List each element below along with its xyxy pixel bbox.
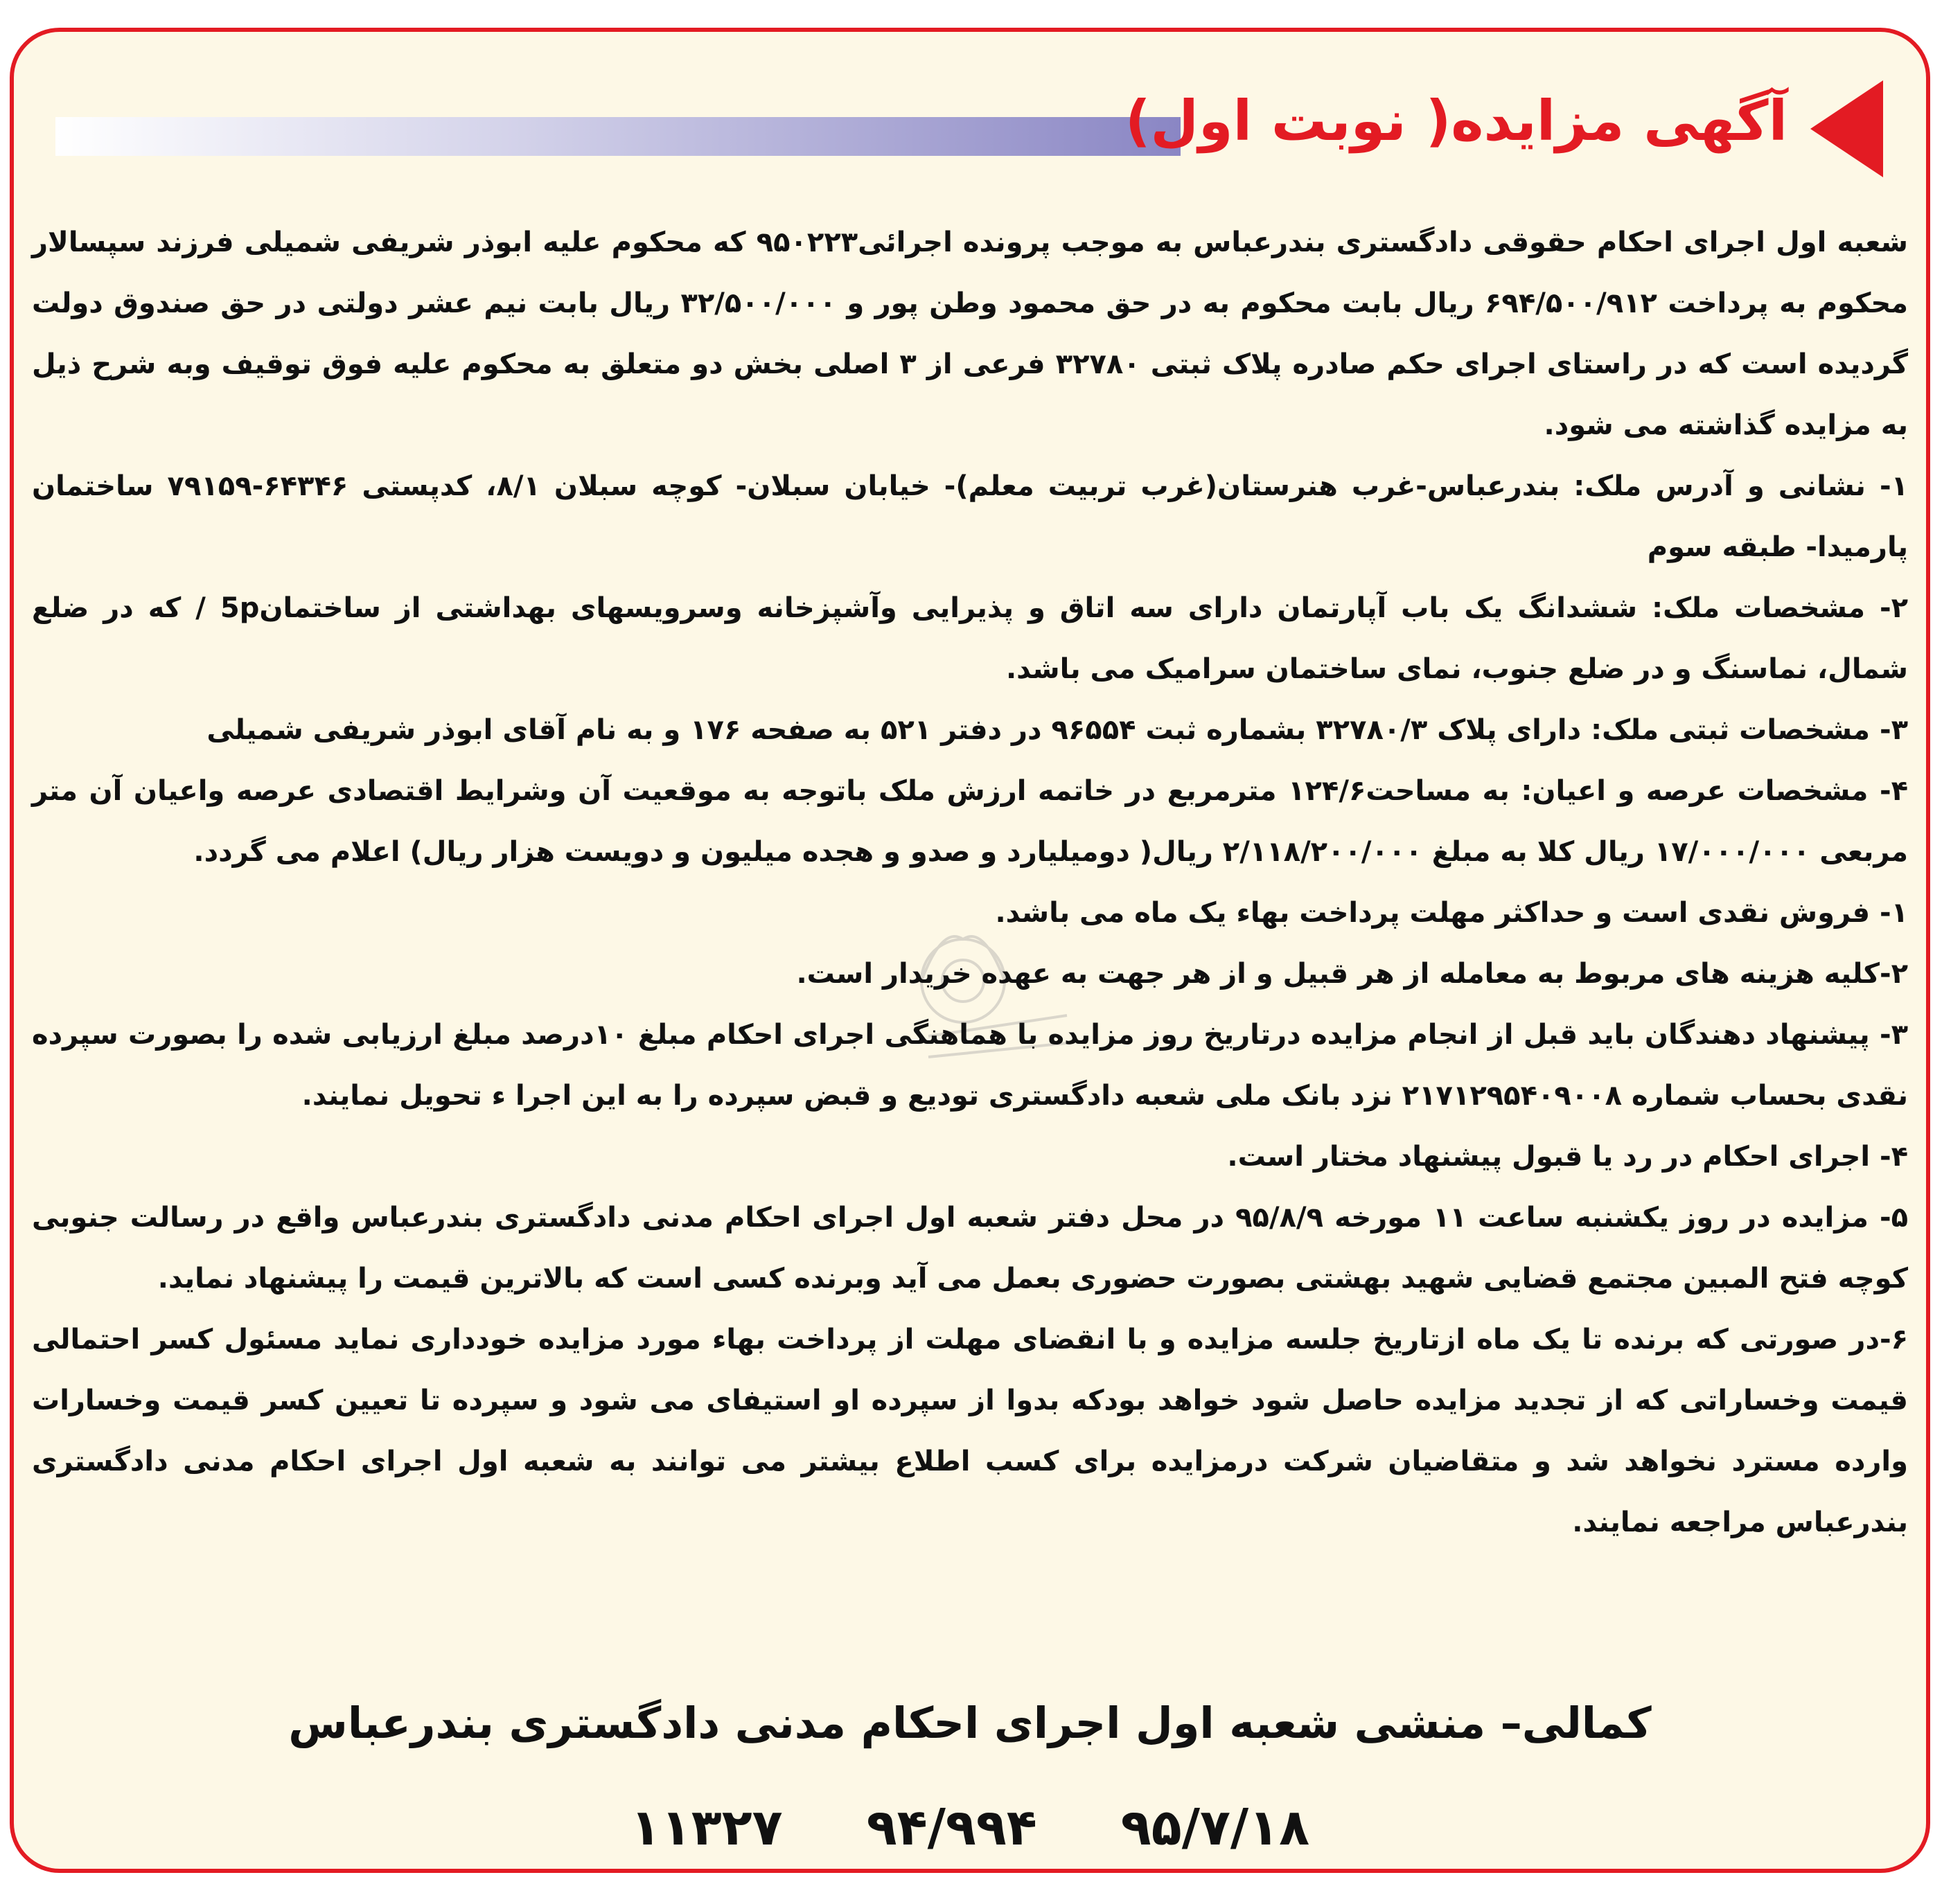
item-area-and-valuation: ۴- مشخصات عرصه و اعیان: به مساحت۱۲۴/۶ مترمربع در خاتمه ارزش ملک باتوجه به موقعیت آن وشرایط اقتصادی عرصه واعیان آن متر مربعی ۱۷/۰۰۰/۰۰۰ ریال کلا به مبلغ ۲/۱۱۸/۲۰۰/۰۰۰ ریال( دومیلیارد و صدو و هجده میلیون و دویست هزار ریال) اعلام می گردد. — [32, 775, 1909, 868]
item-property-specs: ۲- مشخصات ملک: ششدانگ یک باب آپارتمان دارای سه اتاق و پذیرایی وآشپزخانه وسرویسهای بهداشتی از ساختمان5p / که در ضلع شمال، نماسنگ و در ضلع جنوب، نمای ساختمان سرامیک می باشد. — [32, 592, 1908, 685]
condition-default: ۶-در صورتی که برنده تا یک ماه ازتاریخ جلسه مزایده و با انقضای مهلت از پرداخت بهاء مورد مزایده خودداری نماید مسئول کسر احتمالی قیمت وخساراتی که از تجدید مزایده حاصل شود خواهد بودکه بدوا از سپرده او استیفای می شود و سپرده تا تعیین کسر قیمت وخسارات وارده مسترد نخواهد شد و متقاضیان شرکت درمزایده برای کسب اطلاع بیشتر می توانند به شعبه اول اجرای احکام مدنی دادگستری بندرعباس مراجعه نمایند. — [32, 1324, 1908, 1538]
condition-acceptance: ۴- اجرای احکام در رد یا قبول پیشنهاد مختار است. — [1227, 1141, 1908, 1173]
condition-deposit: ۳- پیشنهاد دهندگان باید قبل از انجام مزایده درتاریخ روز مزایده با هماهنگی اجرای احکام مبلغ ۱۰درصد مبلغ ارزیابی شده را بصورت سپرده نقدی بحساب شماره ۲۱۷۱۲۹۵۴۰۹۰۰۸ نزد بانک ملی شعبه دادگستری تودیع و قبض سپرده را به این اجرا ء تحویل نمایند. — [32, 1019, 1909, 1112]
item-registration-specs: ۳- مشخصات ثبتی ملک: دارای پلاک ۳۲۷۸۰/۳ بشماره ثبت ۹۶۵۵۴ در دفتر ۵۲۱ به صفحه ۱۷۶ و به نام آقای ابوذر شریفی شمیلی — [206, 714, 1908, 746]
reference-serial: ۱۱۳۲۷ — [630, 1798, 783, 1856]
red-triangle-icon — [1741, 80, 1883, 177]
signature-line: کمالی– منشی شعبه اول اجرای احکام مدنی دادگستری بندرعباس — [288, 1698, 1652, 1748]
condition-cash-sale: ۱- فروش نقدی است و حداکثر مهلت پرداخت بهاء یک ماه می باشد. — [995, 897, 1908, 929]
reference-code: ۹۴/۹۹۴ — [866, 1798, 1037, 1856]
condition-costs: ۲-کلیه هزینه های مربوط به معامله از هر قبیل و از هر جهت به عهده خریدار است. — [796, 958, 1908, 990]
notice-body — [32, 212, 1908, 1553]
notice-header — [14, 76, 1926, 166]
item-address: ۱- نشانی و آدرس ملک: بندرعباس-غرب هنرستان(غرب تربیت معلم)- خیابان سبلان- کوچه سبلان ۸/۱، کدپستی ۶۴۳۴۶-۷۹۱۵۹ ساختمان پارمیدا- طبقه سوم — [32, 470, 1909, 563]
reference-numbers — [14, 1798, 1926, 1856]
notice-frame — [10, 28, 1930, 1873]
condition-auction-time-place: ۵- مزایده در روز یکشنبه ساعت ۱۱ مورخه ۹۵/۸/۹ در محل دفتر شعبه اول اجرای احکام مدنی دادگستری بندرعباس واقع در رسالت جنوبی کوچه فتح المبین مجتمع قضایی شهید بهشتی بصورت حضوری بعمل می آید وبرنده کسی است که بالاترین قیمت را پیشنهاد نماید. — [32, 1202, 1909, 1295]
reference-date: ۹۵/۷/۱۸ — [1120, 1798, 1310, 1856]
header-gradient-bar — [55, 117, 1181, 156]
notice-title: آگهی مزایده( نوبت اول) — [1124, 89, 1787, 153]
intro-paragraph: شعبه اول اجرای احکام حقوقی دادگستری بندرعباس به موجب پرونده اجرائی۹۵۰۲۲۳ که محکوم علیه ابوذر شریفی شمیلی فرزند سپسالار محکوم به پرداخت ۶۹۴/۵۰۰/۹۱۲ ریال بابت محکوم به در حق محمود وطن پور و ۳۲/۵۰۰/۰۰۰ ریال بابت نیم عشر دولتی در حق صندوق دولت گردیده است که در راستای اجرای حکم صادره پلاک ثبتی ۳۲۷۸۰ فرعی از ۳ اصلی بخش دو متعلق به محکوم علیه فوق توقیف وبه شرح ذیل به مزایده گذاشته می شود. — [32, 226, 1909, 441]
